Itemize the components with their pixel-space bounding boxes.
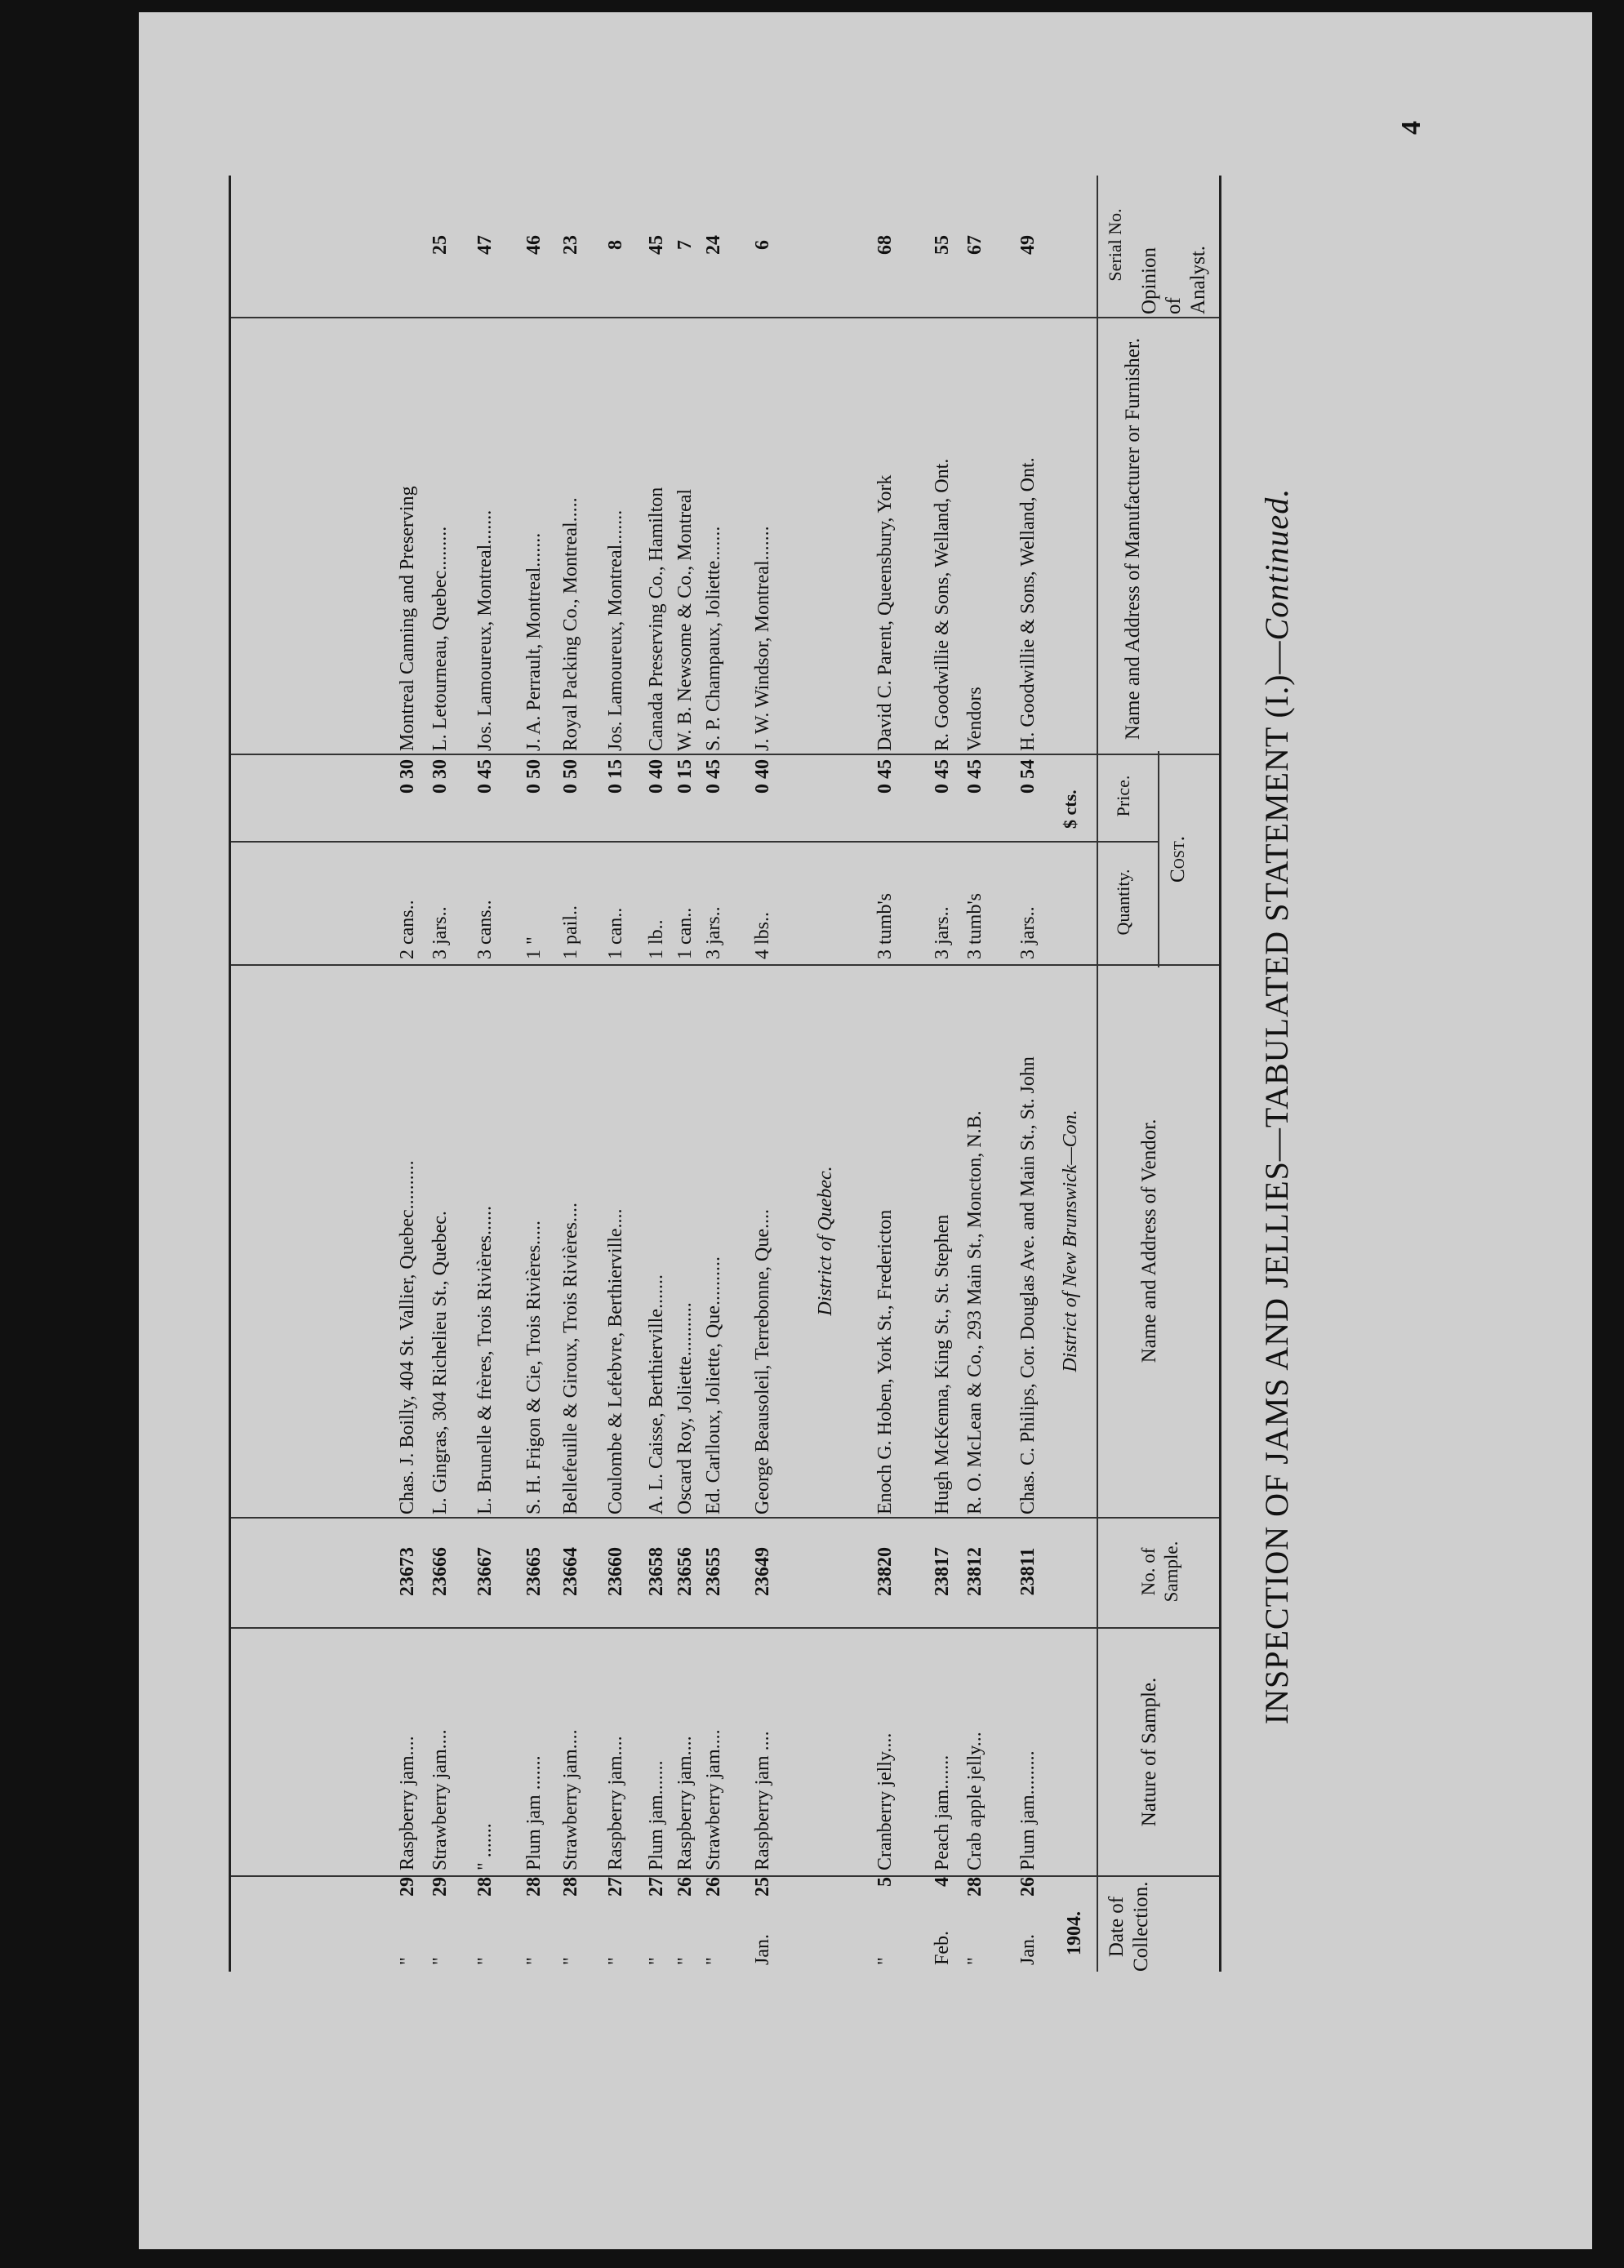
price: 0 50 bbox=[560, 759, 581, 794]
serial-number: 46 bbox=[523, 235, 545, 255]
date-month: " bbox=[474, 1957, 496, 1965]
sample-nature: Strawberry jam.... bbox=[560, 1729, 581, 1870]
header-rule bbox=[1097, 176, 1098, 1972]
vendor-name-address: Oscard Roy, Joliette........... bbox=[674, 1302, 696, 1514]
sample-number: 23820 bbox=[874, 1547, 896, 1596]
sample-number: 23811 bbox=[1017, 1547, 1039, 1596]
table-row bbox=[647, 176, 683, 1972]
date-month: " bbox=[874, 1957, 896, 1965]
sample-nature: Plum jam......... bbox=[1017, 1750, 1039, 1870]
table-row bbox=[933, 176, 969, 1972]
header-cost: Cost. bbox=[1167, 836, 1189, 883]
manufacturer: J. A. Perrault, Montreal....... bbox=[523, 532, 545, 751]
sample-number: 23817 bbox=[932, 1547, 953, 1596]
serial-number: 7 bbox=[674, 240, 696, 250]
year-label: 1904. bbox=[1064, 1911, 1085, 1955]
inspection-table: Date of Collection. Nature of Sample. No. of Sample. Name and Address of Vendor. Cost. Quantity. Price. Name and Address of Manufacturer or Furnisher. Opinion of Analyst. Serial No. $ cts. 1904. District of New Brunswick—Con. District of Quebec. Jan. 26 Plum jam......... 23811 Chas. C. Philips, Cor. Douglas Ave. and Main St., St. John 3 jars.. 0 54 H. Goodwillie & Sons, Welland, Ont. 49 " 28 Crab apple jelly... 23812 R. O. McLean & Co., 293 Main St., Moncton, N.B. 3 tumb's 0 45 Vendors 67 Feb. 4 Peach jam....... 23817 Hugh McKenna, King St., St. Stephen 3 jars.. 0 45 R. Goodwillie & Sons, Welland, Ont. 55 " 5 Cranberry jelly.... 23820 Enoch G. Hoben, York St., Fredericton 3 tumb's 0 45 David C. Parent, Queensbury, York 68 Jan. 25 Raspberry jam .... 23649 George Beausoleil, Terrebonne, Que.... 4 lbs.. 0 40 J. W. Windsor, Montreal....... 6 " 26 Strawberry jam.... 23655 Ed. Carlloux, Joliette, Que.......... 3 jars.. 0 45 S. P. Champaux, Joliette....... 24 " 26 Raspberry jam.... 23656 Oscard Roy, Joliette........... 1 can.. 0 15 W. B. Newsome & Co., Montreal 7 " 27 Plum jam....... 23658 A. L. Caisse, Berthierville....... 1 lb.. 0 40 Canada Preserving Co., Hamilton 45 " 27 Raspberry jam.... 23660 Coulombe & Lefebvre, Berthierville.... 1 can.. 0 15 Jos. Lamoureux, Montreal....... 8 " 28 Strawberry jam.... 23664 Bellefeuille & Giroux, Trois Rivières.... 1 pail.. 0 50 Royal Packing Co., Montreal..... 23 " 28 Plum jam ....... 23665 S. H. Frigon & Cie, Trois Rivières..... 1 " 0 50 J. A. Perrault, Montreal....... 46 " 28 " ....... 23667 L. Brunelle & frères, Trois Rivières...... 3 cans.. 0 45 Jos. Lamoureux, Montreal....... 47 " 29 Strawberry jam.... 23666 L. Gingras, 304 Richelieu St., Quebec. 3 jars.. 0 30 L. Letourneau, Quebec......... 25 " 29 Raspberry jam.... 23673 Chas. J. Boilly, 404 St. Vallier, Quebec.......... 2 cans.. 0 30 Montreal Canning and Preserving bbox=[229, 176, 1221, 1972]
quantity: 1 can.. bbox=[605, 907, 626, 959]
date-day: 27 bbox=[605, 1877, 626, 1897]
table-row bbox=[966, 176, 1002, 1972]
section-quebec: District of Quebec. bbox=[815, 1166, 836, 1316]
sample-nature: Crab apple jelly... bbox=[964, 1732, 986, 1870]
sample-nature: Plum jam ....... bbox=[523, 1755, 545, 1870]
price: 0 50 bbox=[523, 759, 545, 794]
date-day: 4 bbox=[932, 1877, 953, 1887]
sample-nature: Strawberry jam.... bbox=[429, 1729, 451, 1870]
price: 0 54 bbox=[1017, 759, 1039, 794]
vendor-name-address: Chas. J. Boilly, 404 St. Vallier, Quebec.......... bbox=[397, 1160, 418, 1514]
date-month: Feb. bbox=[932, 1931, 953, 1965]
sample-number: 23656 bbox=[674, 1547, 696, 1596]
price: 0 45 bbox=[964, 759, 986, 794]
date-day: 28 bbox=[523, 1877, 545, 1897]
header-serial: Serial No. bbox=[1105, 208, 1125, 282]
date-month: " bbox=[646, 1957, 667, 1965]
table-row bbox=[562, 176, 598, 1972]
quantity: 1 can.. bbox=[674, 907, 696, 959]
vendor-name-address: Bellefeuille & Giroux, Trois Rivières.... bbox=[560, 1203, 581, 1514]
sample-number: 23673 bbox=[397, 1547, 418, 1596]
date-month: " bbox=[964, 1957, 986, 1965]
quantity: 1 lb.. bbox=[646, 919, 667, 959]
price: 0 40 bbox=[752, 759, 773, 794]
serial-number: 24 bbox=[703, 235, 724, 255]
title-text: INSPECTION OF JAMS AND JELLIES—TABULATED STATEMENT (I.)— bbox=[1258, 640, 1295, 1725]
header-manufacturer: Name and Address of Manufacturer or Furnisher. bbox=[1122, 337, 1144, 740]
manufacturer: Montreal Canning and Preserving bbox=[397, 486, 418, 751]
date-day: 5 bbox=[874, 1877, 896, 1887]
sample-number: 23655 bbox=[703, 1547, 724, 1596]
vendor-name-address: Hugh McKenna, King St., St. Stephen bbox=[932, 1214, 953, 1514]
price: 0 45 bbox=[874, 759, 896, 794]
vendor-name-address: Ed. Carlloux, Joliette, Que.......... bbox=[703, 1256, 724, 1514]
price: 0 45 bbox=[932, 759, 953, 794]
date-month: " bbox=[674, 1957, 696, 1965]
title-continued: Continued. bbox=[1258, 487, 1295, 641]
quantity: 3 jars.. bbox=[1017, 906, 1039, 959]
date-month: " bbox=[397, 1957, 418, 1965]
manufacturer: J. W. Windsor, Montreal....... bbox=[752, 526, 773, 751]
manufacturer: S. P. Champaux, Joliette....... bbox=[703, 526, 724, 751]
serial-number: 55 bbox=[932, 235, 953, 255]
manufacturer: Royal Packing Co., Montreal..... bbox=[560, 497, 581, 751]
sample-nature: Plum jam....... bbox=[646, 1760, 667, 1870]
header-date: Date of Collection. bbox=[1106, 1881, 1152, 1972]
table-row bbox=[1019, 176, 1055, 1972]
document-page bbox=[139, 12, 1592, 2249]
rotated-content bbox=[139, 12, 1592, 2249]
sample-number: 23664 bbox=[560, 1547, 581, 1596]
date-day: 27 bbox=[646, 1877, 667, 1897]
section-new-brunswick: District of New Brunswick—Con. bbox=[1060, 1110, 1081, 1372]
sample-nature: Raspberry jam .... bbox=[752, 1731, 773, 1870]
date-month: " bbox=[429, 1957, 451, 1965]
manufacturer: R. Goodwillie & Sons, Welland, Ont. bbox=[932, 458, 953, 751]
header-quantity: Quantity. bbox=[1113, 869, 1133, 936]
serial-number: 67 bbox=[964, 235, 986, 255]
serial-number: 45 bbox=[646, 235, 667, 255]
serial-number: 49 bbox=[1017, 235, 1039, 255]
table-row bbox=[754, 176, 790, 1972]
vendor-name-address: Coulombe & Lefebvre, Berthierville.... bbox=[605, 1208, 626, 1514]
sample-number: 23667 bbox=[474, 1547, 496, 1596]
table-row bbox=[476, 176, 512, 1972]
header-sample-no: No. of Sample. bbox=[1138, 1541, 1181, 1603]
date-month: Jan. bbox=[1017, 1934, 1039, 1965]
vendor-name-address: Chas. C. Philips, Cor. Douglas Ave. and Main St., St. John bbox=[1017, 1056, 1039, 1514]
quantity: 3 tumb's bbox=[874, 893, 896, 959]
manufacturer: Canada Preserving Co., Hamilton bbox=[646, 487, 667, 751]
table-row bbox=[398, 176, 434, 1972]
manufacturer: W. B. Newsome & Co., Montreal bbox=[674, 488, 696, 751]
manufacturer: H. Goodwillie & Sons, Welland, Ont. bbox=[1017, 457, 1039, 751]
price: 0 40 bbox=[646, 759, 667, 794]
quantity: 3 jars.. bbox=[932, 906, 953, 959]
sample-nature: Strawberry jam.... bbox=[703, 1729, 724, 1870]
date-day: 26 bbox=[674, 1877, 696, 1897]
date-day: 25 bbox=[752, 1877, 773, 1897]
date-month: " bbox=[523, 1957, 545, 1965]
price: 0 30 bbox=[397, 759, 418, 794]
sample-nature: Raspberry jam.... bbox=[397, 1736, 418, 1870]
sample-nature: Cranberry jelly.... bbox=[874, 1732, 896, 1870]
date-month: " bbox=[605, 1957, 626, 1965]
table-row bbox=[525, 176, 561, 1972]
serial-number: 68 bbox=[874, 235, 896, 255]
sample-nature: " ....... bbox=[474, 1823, 496, 1870]
scanned-page bbox=[139, 12, 1592, 2249]
document-title bbox=[1257, 290, 1296, 1923]
date-day: 29 bbox=[429, 1877, 451, 1897]
quantity: 3 cans.. bbox=[474, 900, 496, 959]
price-units: $ cts. bbox=[1060, 789, 1080, 829]
sample-nature: Peach jam....... bbox=[932, 1754, 953, 1870]
serial-number: 47 bbox=[474, 235, 496, 255]
table-row bbox=[876, 176, 912, 1972]
date-day: 29 bbox=[397, 1877, 418, 1897]
date-day: 28 bbox=[560, 1877, 581, 1897]
vendor-name-address: George Beausoleil, Terrebonne, Que.... bbox=[752, 1209, 773, 1514]
page-number: 4 bbox=[1396, 121, 1426, 135]
manufacturer: Jos. Lamoureux, Montreal....... bbox=[474, 509, 496, 751]
vendor-name-address: R. O. McLean & Co., 293 Main St., Moncton, N.B. bbox=[964, 1110, 986, 1514]
quantity: 3 jars.. bbox=[429, 906, 451, 959]
quantity: 1 pail.. bbox=[560, 905, 581, 959]
sample-number: 23649 bbox=[752, 1547, 773, 1596]
manufacturer: Jos. Lamoureux, Montreal....... bbox=[605, 509, 626, 751]
vendor-name-address: L. Gingras, 304 Richelieu St., Quebec. bbox=[429, 1211, 451, 1514]
vendor-name-address: L. Brunelle & frères, Trois Rivières...... bbox=[474, 1206, 496, 1514]
manufacturer: David C. Parent, Queensbury, York bbox=[874, 474, 896, 751]
sample-number: 23812 bbox=[964, 1547, 986, 1596]
vendor-name-address: A. L. Caisse, Berthierville....... bbox=[646, 1274, 667, 1514]
price: 0 45 bbox=[703, 759, 724, 794]
price: 0 15 bbox=[605, 759, 626, 794]
sample-nature: Raspberry jam.... bbox=[674, 1736, 696, 1870]
cost-rule bbox=[1158, 751, 1159, 967]
sample-number: 23665 bbox=[523, 1547, 545, 1596]
quantity: 4 lbs.. bbox=[752, 911, 773, 959]
vendor-name-address: S. H. Frigon & Cie, Trois Rivières..... bbox=[523, 1220, 545, 1514]
quantity: 3 jars.. bbox=[703, 906, 724, 959]
date-month: " bbox=[703, 1957, 724, 1965]
price: 0 30 bbox=[429, 759, 451, 794]
serial-number: 23 bbox=[560, 235, 581, 255]
manufacturer: L. Letourneau, Quebec......... bbox=[429, 526, 451, 751]
vendor-name-address: Enoch G. Hoben, York St., Fredericton bbox=[874, 1209, 896, 1514]
date-day: 26 bbox=[703, 1877, 724, 1897]
price: 0 15 bbox=[674, 759, 696, 794]
date-month: " bbox=[560, 1957, 581, 1965]
price: 0 45 bbox=[474, 759, 496, 794]
table-row bbox=[431, 176, 467, 1972]
serial-number: 8 bbox=[605, 240, 626, 250]
sample-nature: Raspberry jam.... bbox=[605, 1736, 626, 1870]
date-day: 28 bbox=[474, 1877, 496, 1897]
manufacturer: Vendors bbox=[964, 687, 986, 751]
quantity: 1 " bbox=[523, 936, 545, 959]
date-month: Jan. bbox=[752, 1934, 773, 1965]
serial-number: 25 bbox=[429, 235, 451, 255]
sample-number: 23660 bbox=[605, 1547, 626, 1596]
quantity: 3 tumb's bbox=[964, 893, 986, 959]
quantity: 2 cans.. bbox=[397, 900, 418, 959]
table-row bbox=[607, 176, 643, 1972]
date-day: 26 bbox=[1017, 1877, 1039, 1897]
sample-number: 23666 bbox=[429, 1547, 451, 1596]
header-vendor: Name and Address of Vendor. bbox=[1138, 1118, 1160, 1363]
header-nature: Nature of Sample. bbox=[1138, 1677, 1160, 1827]
sample-number: 23658 bbox=[646, 1547, 667, 1596]
header-price: Price. bbox=[1113, 775, 1133, 817]
date-day: 28 bbox=[964, 1877, 986, 1897]
serial-number: 6 bbox=[752, 240, 773, 250]
